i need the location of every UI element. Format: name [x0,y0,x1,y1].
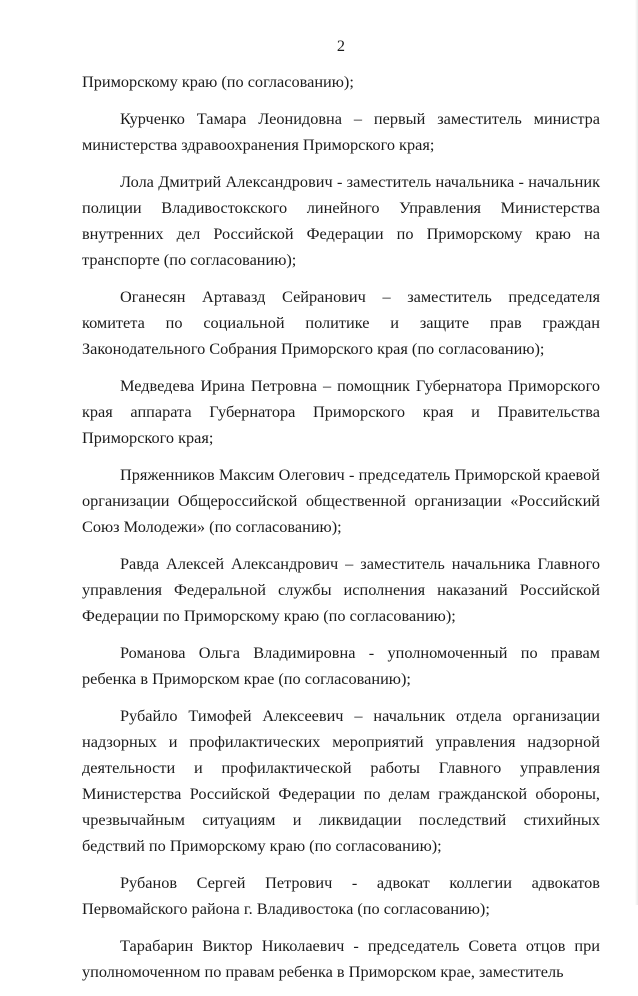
paragraph-romanova: Романова Ольга Владимировна - уполномоченный по правам ребенка в Приморском крае (по согласованию); [82,643,600,688]
paragraph-rubaylo: Рубайло Тимофей Алексеевич – начальник отдела организации надзорных и профилактических мероприятий управления надзорной деятельности и профилактической работы Главного управления Министерства Российской Федерации по делам гражданской обороны, чрезвычайным ситуациям и ликвидации последствий стихийных бедствий по Приморскому краю (по согласованию); [82,706,600,855]
paragraph-ravda: Равда Алексей Александрович – заместитель начальника Главного управления Федеральной службы исполнения наказаний Российской Федерации по Приморскому краю (по согласованию); [82,554,600,625]
paragraph-oganesyan: Оганесян Артавазд Сейранович – заместитель председателя комитета по социальной политике и защите прав граждан Законодательного Собрания Приморского края (по согласованию); [82,287,600,358]
paragraph-pryazhennikov: Пряженников Максим Олегович - председатель Приморской краевой организации Общероссийской общественной организации «Российский Союз Молодежи» (по согласованию); [82,465,600,536]
paragraph-rubanov: Рубанов Сергей Петрович - адвокат коллегии адвокатов Первомайского района г. Владивостока (по согласованию); [82,873,600,918]
paragraph-tarabarin: Тарабарин Виктор Николаевич - председатель Совета отцов при уполномоченном по правам ребенка в Приморском крае, заместитель [82,936,600,981]
paragraph-continuation: Приморскому краю (по согласованию); [82,72,354,91]
paragraph-lola: Лола Дмитрий Александрович - заместитель начальника - начальник полиции Владивостокского линейного Управления Министерства внутренних дел Российской Федерации по Приморскому краю на транспорте (по согласованию); [82,172,600,269]
paragraph-kurchenko: Курченко Тамара Леонидовна – первый заместитель министра министерства здравоохранения Приморского края; [82,109,600,154]
paragraph-medvedeva: Медведева Ирина Петровна – помощник Губернатора Приморского края аппарата Губернатора Приморского края и Правительства Приморского края; [82,376,600,447]
page-number: 2 [336,36,346,55]
document-body [82,69,600,996]
